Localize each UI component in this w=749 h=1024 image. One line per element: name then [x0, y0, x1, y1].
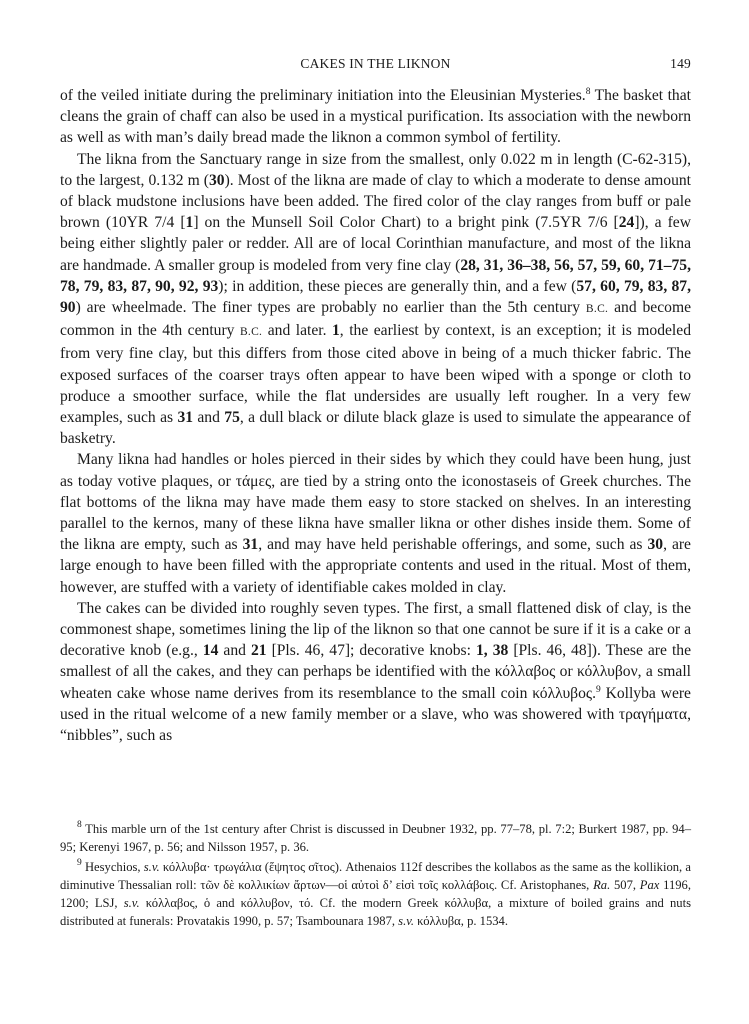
catalogue-number: 24: [618, 214, 635, 232]
catalogue-number: 30: [647, 536, 664, 554]
page-number: 149: [670, 56, 691, 71]
text-run: , and may have held perishable offerings, and some, such as: [258, 536, 648, 554]
paragraph-1: [60, 85, 691, 149]
text-run: ). Most of the likna are made of clay to which a moderate to dense amount of black mudstone inclusions have been added. The fired color of the clay ranges from buff or pale brown (10YR 7/4 [: [60, 171, 691, 232]
text-run: ) are wheelmade. The finer types are probably no earlier than the 5th century: [75, 299, 586, 317]
text-run: and: [218, 642, 251, 660]
catalogue-number: 21: [250, 642, 267, 660]
text-run: κόλλαβος, ὁ and κόλλυβον, τό. Cf. the modern Greek κόλλυβα, a mixture of boiled grains and nuts distributed at funerals: Provatakis 1990, p. 57; Tsambounara 1987,: [60, 896, 691, 928]
footnote-ref: 9: [77, 858, 82, 868]
footnote-8: [60, 820, 691, 856]
page: [60, 0, 691, 1024]
catalogue-number: 30: [209, 171, 225, 189]
text-run: and later.: [262, 322, 332, 340]
text-run: The likna from the Sanctuary range in size from the smallest, only 0.022 m in length (C-62-315), to the largest, 0.132 m (: [60, 150, 691, 189]
text-run: , are large enough to have been filled with the appropriate contents and used in the ritual. Most of them, however, are stuffed with a variety of identifiable cakes molded in clay.: [60, 536, 691, 596]
footnotes: [60, 820, 691, 930]
text-run: ] on the Munsell Soil Color Chart) to a bright pink (7.5YR 7/6 [: [193, 214, 619, 232]
text-run: 507,: [610, 878, 640, 892]
text-run: Many likna had handles or holes pierced in their sides by which they could have been hung, just as today votive plaques, or τάμες, are tied by a string onto the iconostaseis of Greek churches. The flat bottoms of the likna may have made them easy to store stacked on shelves. In an interesting parallel to the kernos, many of these likna have smaller likna or other dishes inside them. Some of the likna are empty, such as: [60, 451, 691, 554]
text-run: of the veiled initiate during the preliminary initiation into the Eleusinian Mysteries.: [60, 87, 586, 104]
italic-text: s.v.: [398, 914, 415, 928]
italic-text: Ra.: [593, 878, 611, 892]
text-run: and become common in the 4th century: [60, 299, 691, 340]
catalogue-number: 28, 31, 36–38, 56, 57, 59, 60, 71–75, 78, 79, 83, 87, 90, 92, 93: [60, 256, 691, 295]
catalogue-number: 1: [185, 214, 194, 232]
text-run: κόλλυβα· τρωγάλια (ἕψητος σῖτος). Athenaios 112f describes the kollabos as the same as the kollikion, a diminutive Thessalian roll: τῶν δὲ κολλικίων ἄρτων—οἱ αὐτοὶ δ’ εἰσὶ τοῖς κολλάβοις. Cf. Aristophanes,: [60, 860, 691, 892]
era-abbrev: B.C.: [239, 326, 263, 339]
text-run: and: [193, 409, 225, 427]
footnote-ref: 8: [77, 820, 82, 830]
text-run: The basket that cleans the grain of chaff can also be used in a mystical purification. Its association with the newborn as well as with man’s daily bread made the liknon a common symbol of fertility.: [60, 87, 691, 147]
text-run: The cakes can be divided into roughly seven types. The first, a small flattened disk of clay, is the commonest shape, sometimes lining the lip of the liknon so that one cannot be sure if it is a cake or a decorative knob (e.g.,: [60, 599, 691, 660]
text-run: , the earliest by context, is an exception; it is modeled from very fine clay, but this differs from those cited above in being of a much thicker fabric. The exposed surfaces of the coarser trays often appear to have been wiped with a sponge or cloth to produce a smoother surface, while the flat undersides are usually left rougher. In a very few examples, such as: [60, 322, 691, 427]
footnote-ref: 8: [585, 87, 591, 97]
catalogue-number: 75: [224, 409, 240, 427]
catalogue-number: 31: [242, 536, 259, 554]
catalogue-number: 1: [332, 322, 340, 340]
catalogue-number: 57, 60, 79, 83, 87, 90: [60, 277, 691, 317]
italic-text: s.v.: [123, 896, 140, 910]
paragraph-4: [60, 598, 691, 746]
text-run: 1196, 1200; LSJ,: [60, 878, 691, 910]
paragraph-3: [60, 449, 691, 597]
text-run: ); in addition, these pieces are generally thin, and a few (: [218, 277, 577, 295]
text-run: Kollyba were used in the ritual welcome of a new family member or a slave, who was showered with τραγήματα, “nibbles”, such as: [60, 684, 691, 745]
running-head: [60, 56, 691, 76]
catalogue-number: 1, 38: [475, 642, 509, 660]
text-run: , a dull black or dilute black glaze is used to simulate the appearance of basketry.: [60, 409, 691, 448]
text-run: Hesychios,: [81, 860, 144, 874]
text-run: [Pls. 46, 48]). These are the smallest of all the cakes, and they can perhaps be identified with the κόλλαβος or κόλλυβον, a small wheaten cake whose name derives from its resemblance to the small coin κόλλυβος.: [60, 642, 691, 702]
body-text: [60, 85, 691, 746]
catalogue-number: 14: [202, 642, 219, 660]
running-title: CAKES IN THE LIKNON: [300, 56, 451, 71]
italic-text: s.v.: [143, 860, 160, 874]
catalogue-number: 31: [177, 409, 194, 427]
italic-text: Pax: [639, 878, 660, 892]
text-run: [Pls. 46, 47]; decorative knobs:: [266, 642, 476, 660]
text-run: κόλλυβα, p. 1534.: [414, 914, 508, 928]
era-abbrev: B.C.: [585, 303, 609, 316]
footnote-ref: 9: [595, 684, 601, 695]
footnote-9: [60, 858, 691, 930]
text-run: ]), a few being either slightly paler or redder. All are of local Corinthian manufacture, and most of the likna are handmade. A smaller group is modeled from very fine clay (: [60, 214, 691, 274]
paragraph-2: [60, 149, 691, 450]
text-run: This marble urn of the 1st century after Christ is discussed in Deubner 1932, pp. 77–78, pl. 7:2; Burkert 1987, pp. 94–95; Kerenyi 1967, p. 56; and Nilsson 1957, p. 36.: [60, 822, 691, 854]
